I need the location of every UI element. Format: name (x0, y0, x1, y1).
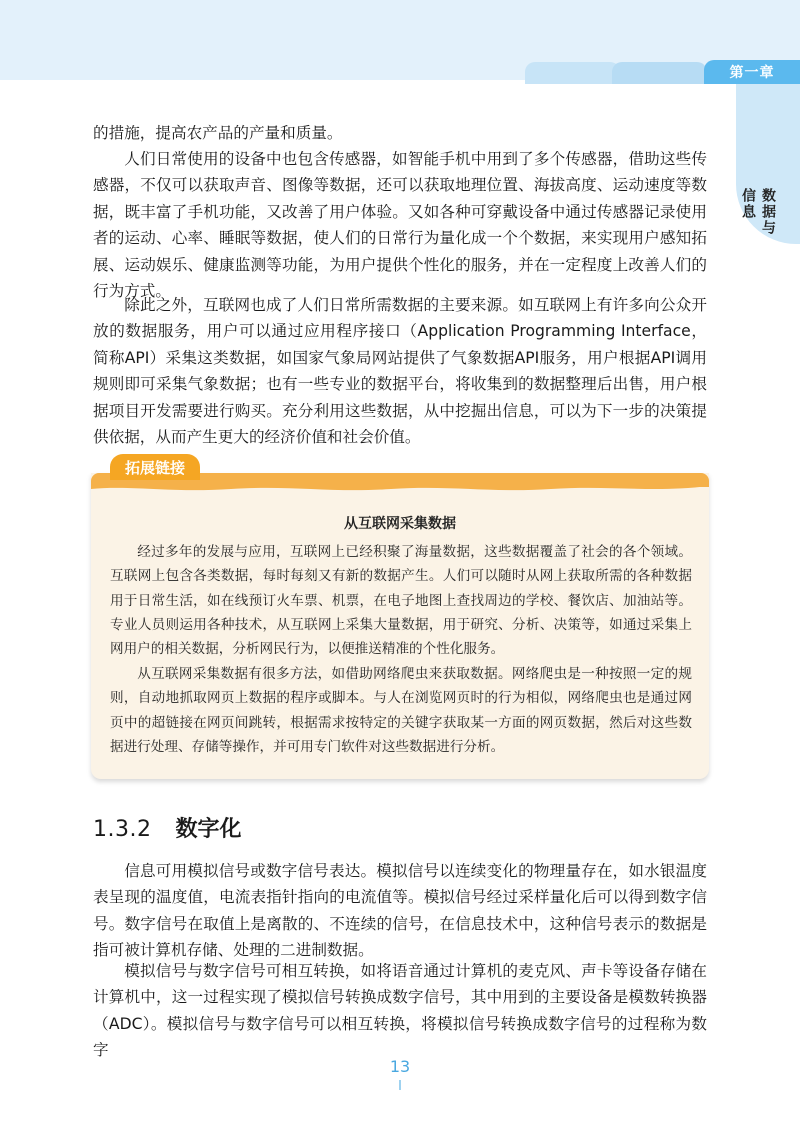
extension-box-wave (91, 483, 709, 493)
extension-paragraph: 经过多年的发展与应用，互联网上已经积聚了海量数据，这些数据覆盖了社会的各个领域。互联网上包含各类数据，每时每刻又有新的数据产生。人们可以随时从网上获取所需的各种数据用于日常生活，如在线预订火车票、机票，在电子地图上查找周边的学校、餐饮店、加油站等。专业人员则运用各种技术，从互联网上采集大量数据，用于研究、分析、决策等，如通过采集上网用户的相关数据，分析网民行为，以便推送精准的个性化服务。 (110, 544, 692, 658)
body-paragraph: 的措施，提高农产品的产量和质量。 (93, 124, 343, 142)
body-paragraph: 除此之外，互联网也成了人们日常所需数据的主要来源。如互联网上有许多向公众开放的数据服务，用户可以通过应用程序接口（Application Programming Interface，简称API）采集这类数据，如国家气象局网站提供了气象数据API服务，用户根据API调用规则即可采集气象数据；也有一些专业的数据平台，将收集到的数据整理后出售，用户根据项目开发需要进行购买。充分利用这些数据，从中挖掘出信息，可以为下一步的决策提供依据，从而产生更大的经济价值和社会价值。 (93, 296, 707, 447)
body-paragraph: 模拟信号与数字信号可相互转换，如将语音通过计算机的麦克风、声卡等设备存储在计算机中，这一过程实现了模拟信号转换成数字信号，其中用到的主要设备是模数转换器（ADC）。模拟信号与数字信号可以相互转换，将模拟信号转换成数字信号的过程称为数字 (93, 962, 707, 1060)
page-tick (399, 1080, 401, 1090)
side-tab (736, 84, 800, 244)
body-paragraph: 人们日常使用的设备中也包含传感器，如智能手机中用到了多个传感器，借助这些传感器，不仅可以获取声音、图像等数据，还可以获取地理位置、海拔高度、运动速度等数据，既丰富了手机功能，又改善了用户体验。又如各种可穿戴设备中通过传感器记录使用者的运动、心率、睡眠等数据，使人们的日常行为量化成一个个数据，来实现用户感知拓展、运动娱乐、健康监测等功能，为用户提供个性化的服务，并在一定程度上改善人们的行为方式。 (93, 150, 707, 301)
chapter-tab: 第一章 (704, 60, 800, 84)
page-number: 13 (389, 1057, 411, 1076)
section-title: 数字化 (175, 817, 242, 842)
header-tab-decor (525, 62, 620, 84)
extension-tag: 拓展链接 (110, 454, 200, 480)
extension-title: 从互联网采集数据 (344, 516, 456, 532)
section-number: 1.3.2 (93, 817, 152, 842)
header-tab-decor (612, 62, 707, 84)
body-paragraph: 信息可用模拟信号或数字信号表达。模拟信号以连续变化的物理量存在，如水银温度表呈现的温度值，电流表指针指向的电流值等。模拟信号经过采样量化后可以得到数字信号。数字信号在取值上是离散的、不连续的信号，在信息技术中，这种信号表示的数据是指可被计算机存储、处理的二进制数据。 (93, 862, 707, 960)
section-heading (93, 812, 242, 843)
extension-paragraph: 从互联网采集数据有很多方法，如借助网络爬虫来获取数据。网络爬虫是一种按照一定的规则，自动地抓取网页上数据的程序或脚本。与人在浏览网页时的行为相似，网络爬虫也是通过网页中的超链接在网页间跳转，根据需求按特定的关键字获取某一方面的网页数据，然后对这些数据进行处理、存储等操作，并可用专门软件对这些数据进行分析。 (110, 666, 692, 755)
side-label: 数据与信息 (740, 188, 776, 236)
